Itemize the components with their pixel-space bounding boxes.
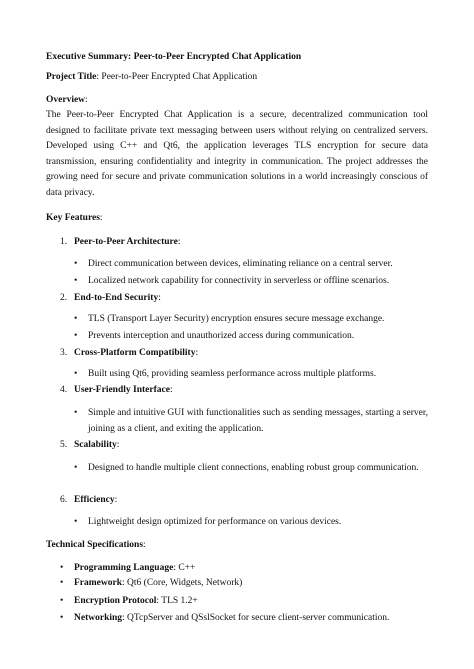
key-features-heading-line: Key Features: (46, 213, 103, 223)
feature-title: End-to-End Security (74, 293, 159, 303)
document-title: Executive Summary: Peer-to-Peer Encrypted Chat Application (46, 52, 302, 62)
tech-spec-value: : QTcpServer and QSslSocket for secure client-server communication. (122, 613, 390, 623)
feature-item: 1. Peer-to-Peer Architecture: (60, 235, 180, 250)
tech-heading: Technical Specifications (46, 540, 144, 550)
tech-spec-value: : C++ (173, 563, 196, 573)
tech-spec-value: : Qt6 (Core, Widgets, Network) (122, 578, 243, 588)
project-title-label: Project Title (46, 72, 97, 82)
feature-title: Scalability (74, 440, 117, 450)
tech-spec-item (60, 576, 430, 591)
feature-bullet: • Localized network capability for connectivity in serverless or offline scenarios. (88, 274, 428, 289)
project-title-line (46, 70, 257, 85)
feature-item: 3. Cross-Platform Compatibility: (60, 346, 198, 361)
feature-number: 5. (60, 440, 68, 450)
feature-number: 4. (60, 385, 68, 395)
feature-bullet: • Lightweight design optimized for performance on various devices. (88, 515, 428, 530)
feature-number: 3. (60, 348, 68, 358)
feature-item: 6. Efficiency: (60, 493, 117, 508)
feature-number: 2. (60, 293, 68, 303)
feature-item: 5. Scalability: (60, 438, 119, 453)
project-title-value: : Peer-to-Peer Encrypted Chat Application (96, 72, 258, 82)
feature-bullet: • Direct communication between devices, eliminating reliance on a central server. (88, 257, 428, 272)
key-features-heading: Key Features (46, 213, 100, 223)
overview-heading: Overview (46, 95, 86, 105)
tech-spec-item (60, 561, 430, 576)
feature-item: 2. End-to-End Security: (60, 291, 161, 306)
feature-bullet: • Designed to handle multiple client connections, enabling robust group communication. (88, 460, 428, 476)
tech-spec-label: Framework (74, 578, 123, 588)
tech-spec-value: : TLS 1.2+ (156, 596, 198, 606)
overview-paragraph: The Peer-to-Peer Encrypted Chat Application is a secure, decentralized communication tool designed to facilitate private text messaging between users without relying on centralized servers. Developed using C++ and Qt6, the application leverages TLS encryption for secure data transmission, ensuring confidentiality and integrity in communication. The project addresses the growing need for secure and private communication solutions in a world increasingly conscious of data privacy. (46, 110, 428, 198)
tech-spec-item (60, 611, 430, 626)
feature-title: Peer-to-Peer Architecture (74, 237, 178, 247)
feature-bullet: • Simple and intuitive GUI with functionalities such as sending messages, starting a server, joining as a client, and exiting the application. (88, 405, 428, 437)
feature-title: User-Friendly Interface (74, 385, 170, 395)
tech-spec-label: Programming Language (74, 563, 174, 573)
overview-heading-line: Overview: (46, 95, 88, 105)
feature-title: Cross-Platform Compatibility (74, 348, 196, 358)
feature-item: 4. User-Friendly Interface: (60, 383, 173, 398)
tech-spec-item (60, 594, 430, 609)
feature-bullet: • TLS (Transport Layer Security) encryption ensures secure message exchange. (88, 312, 428, 327)
tech-spec-label: Networking (74, 613, 123, 623)
feature-title: Efficiency (74, 495, 115, 505)
feature-number: 6. (60, 495, 68, 505)
feature-bullet: • Prevents interception and unauthorized access during communication. (88, 329, 428, 344)
feature-number: 1. (60, 237, 68, 247)
tech-heading-line: Technical Specifications: (46, 540, 146, 550)
feature-bullet: • Built using Qt6, providing seamless performance across multiple platforms. (88, 367, 428, 382)
tech-spec-label: Encryption Protocol (74, 596, 157, 606)
